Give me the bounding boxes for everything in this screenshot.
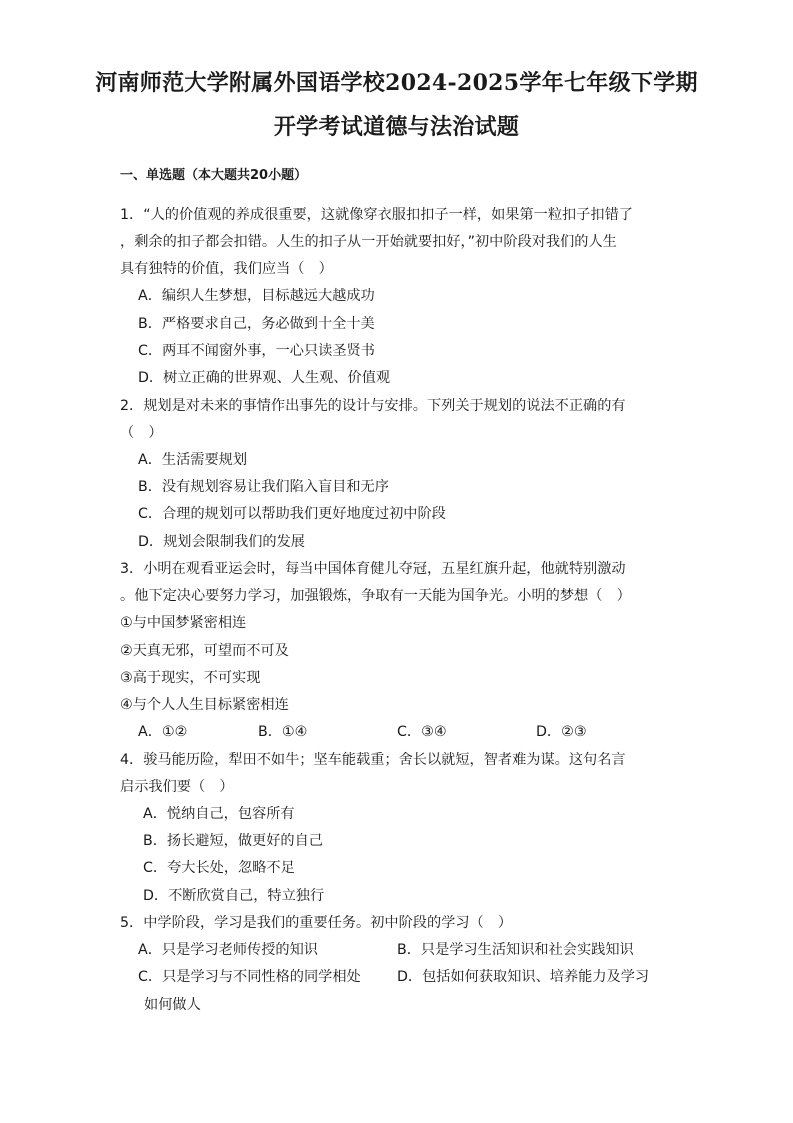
section-heading: 一、单选题（本大题共20小题）	[120, 168, 308, 183]
question-5-option-c: C．只是学习与不同性格的同学相处	[138, 969, 361, 985]
question-5-option-b: B．只是学习生活知识和社会实践知识	[397, 942, 634, 958]
question-4-stem-line2: 启示我们要（ ）	[120, 779, 234, 795]
question-2-option-a: A．生活需要规划	[138, 452, 248, 468]
question-2-stem-line1: 2．规划是对未来的事情作出事先的设计与安排。下列关于规划的说法不正确的有	[120, 398, 626, 414]
question-1-option-a: A．编织人生梦想，目标越远大越成功	[138, 288, 375, 304]
question-5-option-a: A．只是学习老师传授的知识	[138, 942, 318, 958]
question-3-statement-2: ②天真无邪，可望而不可及	[120, 643, 289, 659]
question-4-option-c: C．夸大长处，忽略不足	[143, 860, 295, 876]
question-3-statement-1: ①与中国梦紧密相连	[120, 615, 247, 631]
document-title-line2: 开学考试道德与法治试题	[273, 114, 520, 140]
question-3-option-c: C．③④	[397, 724, 447, 740]
question-1-stem-line3: 具有独特的价值，我们应当（ ）	[120, 261, 333, 277]
question-4-option-a: A．悦纳自己，包容所有	[143, 806, 295, 822]
question-1-option-b: B．严格要求自己，务必做到十全十美	[138, 316, 375, 332]
question-3-option-a: A．①②	[138, 724, 188, 740]
question-3-stem-line2: 。他下定决心要努力学习，加强锻炼，争取有一天能为国争光。小明的梦想（ ）	[120, 588, 631, 604]
question-2-option-c: C．合理的规划可以帮助我们更好地度过初中阶段	[138, 506, 446, 522]
question-1-option-c: C．两耳不闻窗外事，一心只读圣贤书	[138, 343, 375, 359]
question-1-option-d: D．树立正确的世界观、人生观、价值观	[138, 370, 391, 386]
question-5-option-d-continued: 如何做人	[144, 997, 201, 1013]
question-3-option-b: B．①④	[258, 724, 308, 740]
document-title-line1: 河南师范大学附属外国语学校2024-2025学年七年级下学期	[95, 70, 698, 96]
question-1-stem-line2: ，剩余的扣子都会扣错。人生的扣子从一开始就要扣好，”初中阶段对我们的人生	[120, 234, 617, 250]
question-4-option-d: D．不断欣赏自己，特立独行	[143, 888, 325, 904]
question-4-stem-line1: 4．骏马能历险，犁田不如牛；坚车能载重；舍长以就短，智者难为谋。这句名言	[120, 752, 626, 768]
question-2-option-d: D．规划会限制我们的发展	[138, 534, 305, 550]
question-3-stem-line1: 3．小明在观看亚运会时，每当中国体育健儿夺冠，五星红旗升起，他就特别激动	[120, 561, 626, 577]
question-3-option-d: D．②③	[536, 724, 587, 740]
question-3-statement-3: ③高于现实，不可实现	[120, 670, 261, 686]
question-2-option-b: B．没有规划容易让我们陷入盲目和无序	[138, 479, 389, 495]
question-5-stem-line1: 5．中学阶段，学习是我们的重要任务。初中阶段的学习（ ）	[120, 915, 513, 931]
question-4-option-b: B．扬长避短，做更好的自己	[143, 833, 323, 849]
question-3-statement-4: ④与个人人生目标紧密相连	[120, 697, 289, 713]
question-5-option-d: D．包括如何获取知识、培养能力及学习	[397, 969, 650, 985]
question-2-stem-line2: （ ）	[120, 425, 163, 441]
question-1-stem-line1: 1．“人的价值观的养成很重要，这就像穿衣服扣扣子一样，如果第一粒扣子扣错了	[120, 207, 633, 223]
